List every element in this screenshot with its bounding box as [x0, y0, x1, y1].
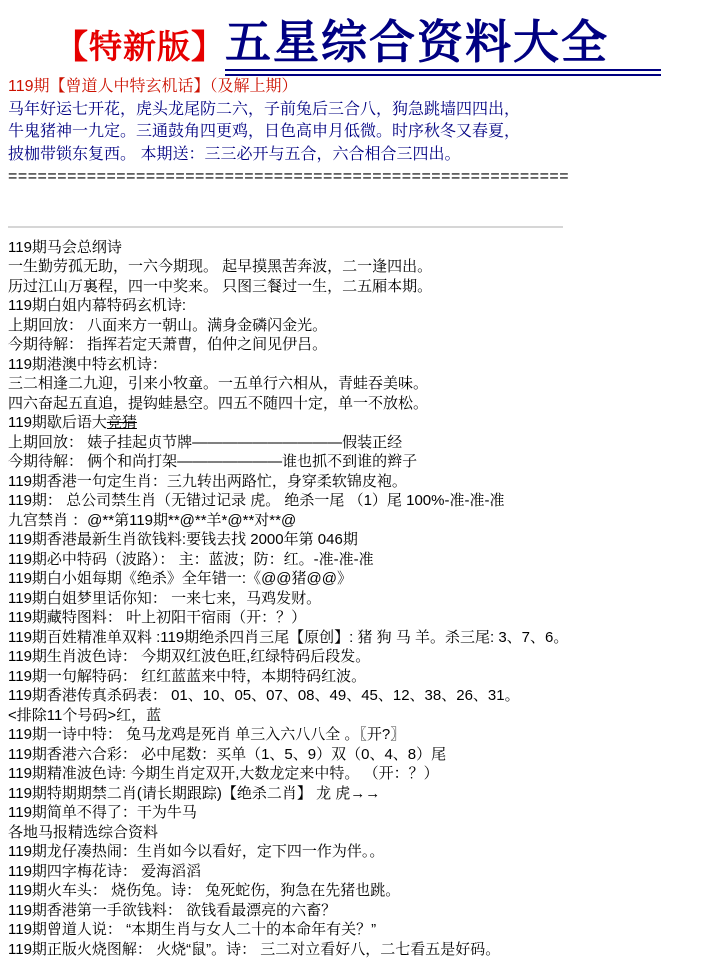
- body-line: 119期白姐梦里话你知： 一来七来，马鸡发财。: [8, 589, 713, 609]
- page-header: [55, 6, 713, 72]
- poem-line: 披枷带锁东复西。 本期送：三三必开与五合，六合相合三四出。: [8, 144, 713, 167]
- poem-line: 牛鬼猪神一九定。三通鼓角四更鸡，日色高申月低微。时序秋冬又春夏，: [8, 121, 713, 144]
- body-line: 119期百姓精准单双料 :119期绝杀四肖三尾【原创】: 猪 狗 马 羊。杀三尾: 3、7、6。: [8, 628, 713, 648]
- body-line: 119期白小姐每期《绝杀》全年错一:《@@猪@@》: [8, 569, 713, 589]
- body-line-text: 119期歇后语大: [8, 414, 107, 431]
- body-content: [8, 238, 713, 959]
- body-line: 119期： 总公司禁生肖（无错过记录 虎。 绝杀一尾 （1）尾 100%-准-准-准: [8, 491, 713, 511]
- body-line: 119期生肖波色诗： 今期双红波色旺,红绿特码后段发。: [8, 647, 713, 667]
- body-line: 上期回放： 八面来方一朝山。满身金磷闪金光。: [8, 316, 713, 336]
- body-line: 119期正版火烧图解： 火烧“鼠”。诗： 三二对立看好八，二七看五是好码。: [8, 940, 713, 959]
- body-line: 119期香港传真杀码表： 01、10、05、07、08、49、45、12、38、26、31。: [8, 686, 713, 706]
- body-line: 119期四字梅花诗： 爱海滔滔: [8, 862, 713, 882]
- body-line: 三二相逢二九迎，引来小牧童。一五单行六相从，青蛙吞美味。: [8, 374, 713, 394]
- body-line: 上期回放： 婊子挂起贞节牌——————————假装正经: [8, 433, 713, 453]
- body-line: 九宫禁肖 ：@**第119期**@**羊*@**对**@: [8, 511, 713, 531]
- edition-tag: 【特新版】: [55, 28, 225, 65]
- body-line: 119期港澳中特玄机诗：: [8, 355, 713, 375]
- intro-section: [8, 76, 713, 189]
- body-line: <排除11个号码>红，蓝: [8, 706, 713, 726]
- body-line: 各地马报精选综合资料: [8, 823, 713, 843]
- body-line: 119期白姐内幕特码玄机诗:: [8, 296, 713, 316]
- body-line: 119期香港第一手欲钱料： 欲钱看最漂亮的六畜？: [8, 901, 713, 921]
- body-line: 119期马会总纲诗: [8, 238, 713, 258]
- dash-separator: —————————————————————————————————————: [8, 219, 713, 234]
- body-line: 四六奋起五直追，提钩蛙悬空。四五不随四十定，单一不放松。: [8, 394, 713, 414]
- body-line: 历过江山万裏程，四一中奖来。 只图三餐过一生，二五厢本期。: [8, 277, 713, 297]
- body-line: 119期一诗中特： 兔马龙鸡是死肖 单三入六八八全 。〖开?〗: [8, 725, 713, 745]
- body-line: 119期一句解特码： 红红蓝蓝来中特，本期特码红波。: [8, 667, 713, 687]
- body-line: 119期龙仔凑热闹：生肖如今以看好，定下四一作为伴。。: [8, 842, 713, 862]
- page: [0, 6, 713, 955]
- body-line: 119期藏特图料： 叶上初阳干宿雨（开：？）: [8, 608, 713, 628]
- page-title: 五星综合资料大全: [225, 16, 661, 76]
- body-line: 119期香港最新生肖欲钱料:要钱去找 2000年第 046期: [8, 530, 713, 550]
- body-line: 119期简单不得了：干为牛马: [8, 803, 713, 823]
- body-line: 119期曾道人说： “本期生肖与女人二十的本命年有关？”: [8, 920, 713, 940]
- struck-text: 竞猜: [107, 414, 137, 431]
- body-line: 今期待解： 指挥若定天萧曹，伯仲之间见伊吕。: [8, 335, 713, 355]
- body-line: 今期待解： 俩个和尚打架———————谁也抓不到谁的辫子: [8, 452, 713, 472]
- body-line: 119期香港六合彩： 必中尾数：买单（1、5、9）双（0、4、8）尾: [8, 745, 713, 765]
- poem: [8, 99, 713, 167]
- equals-separator: =========================================================: [8, 166, 713, 189]
- body-line: [8, 413, 713, 433]
- subtitle: 119期【曾道人中特玄机话】（及解上期）: [8, 76, 713, 99]
- body-line: 119期精准波色诗: 今期生肖定双开,大数龙定来中特。 （开：？）: [8, 764, 713, 784]
- body-line: 一生勤劳孤无助，一六今期现。 起早摸黑苦奔波，二一逢四出。: [8, 257, 713, 277]
- body-line: 119期香港一句定生肖：三九转出两路忙，身穿柔软锦皮袍。: [8, 472, 713, 492]
- body-line: 119期火车头： 烧伤兔。诗： 兔死蛇伤，狗急在先猪也跳。: [8, 881, 713, 901]
- body-line: 119期特期期禁二肖(请长期跟踪)【绝杀二肖】 龙 虎→→: [8, 784, 713, 804]
- body-line: 119期必中特码（波路）： 主：蓝波；防：红。-准-准-准: [8, 550, 713, 570]
- poem-line: 马年好运七开花，虎头龙尾防二六，子前兔后三合八，狗急跳墙四四出，: [8, 99, 713, 122]
